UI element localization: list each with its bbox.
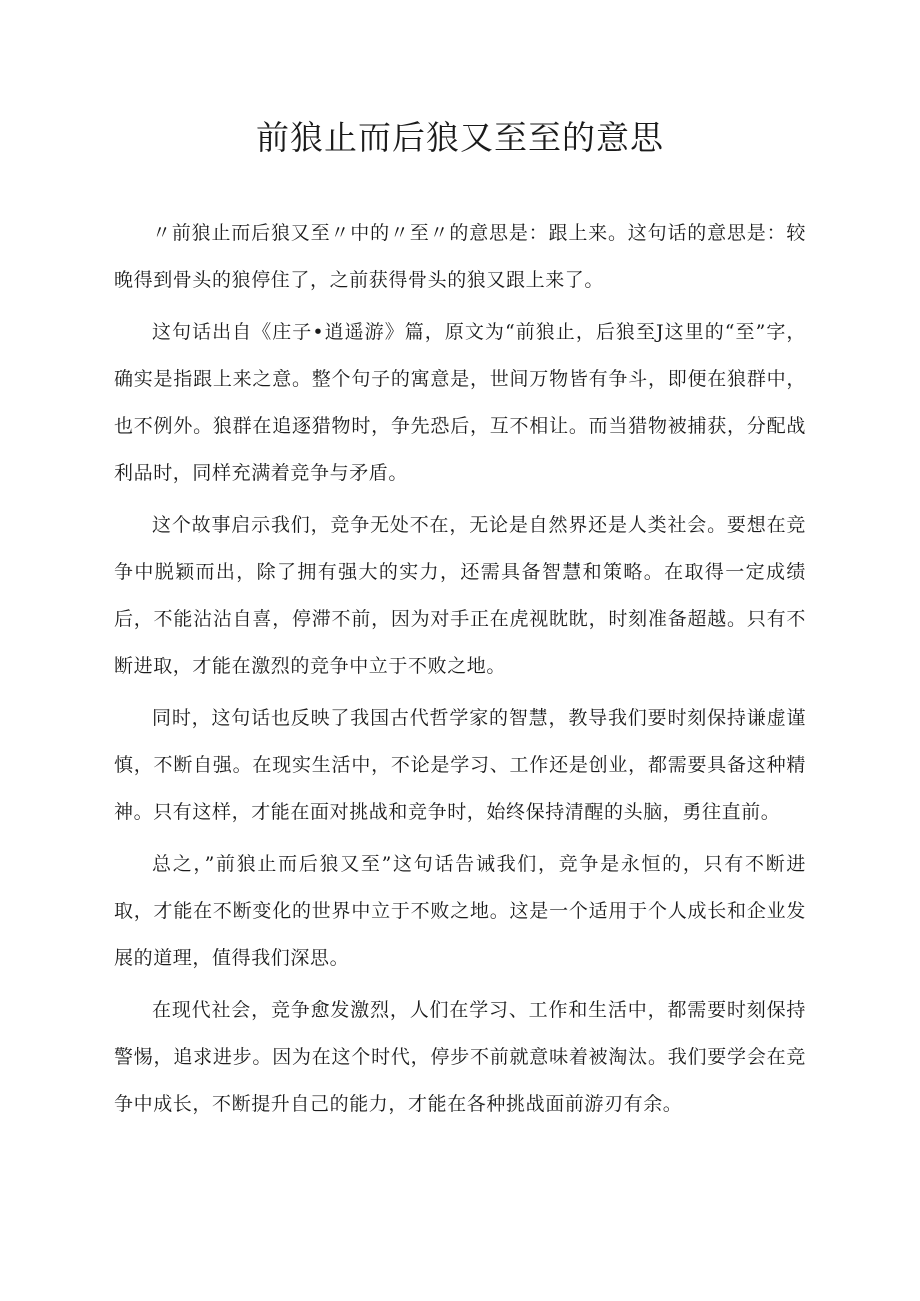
document-body bbox=[114, 210, 806, 1133]
paragraph-5: 总之，”前狼止而后狼又至”这句话告诫我们，竞争是永恒的，只有不断进取，才能在不断变化的世界中立于不败之地。这是一个适用于个人成长和企业发展的道理，值得我们深思。 bbox=[114, 853, 806, 969]
paragraph-2: 这句话出自《庄子•逍遥游》篇，原文为“前狼止，后狼至J这里的“至”字，确实是指跟上来之意。整个句子的寓意是，世间万物皆有争斗，即便在狼群中，也不例外。狼群在追逐猎物时，争先恐后，互不相让。而当猎物被捕获，分配战利品时，同样充满着竞争与矛盾。 bbox=[114, 321, 806, 484]
paragraph-4: 同时，这句话也反映了我国古代哲学家的智慧，教导我们要时刻保持谦虚谨慎，不断自强。在现实生活中，不论是学习、工作还是创业，都需要具备这种精神。只有这样，才能在面对挑战和竞争时，始终保持清醒的头脑，勇往直前。 bbox=[114, 707, 806, 823]
paragraph-6: 在现代社会，竞争愈发激烈，人们在学习、工作和生活中，都需要时刻保持警惕，追求进步。因为在这个时代，停步不前就意味着被淘汰。我们要学会在竞争中成长，不断提升自己的能力，才能在各种挑战面前游刃有余。 bbox=[114, 999, 806, 1115]
document-title: 前狼止而后狼又至至的意思 bbox=[256, 118, 664, 157]
paragraph-3: 这个故事启示我们，竞争无处不在，无论是自然界还是人类社会。要想在竞争中脱颖而出，除了拥有强大的实力，还需具备智慧和策略。在取得一定成绩后，不能沾沾自喜，停滞不前，因为对手正在虎视眈眈，时刻准备超越。只有不断进取，才能在激烈的竞争中立于不败之地。 bbox=[114, 514, 806, 677]
paragraph-1: 〃前狼止而后狼又至〃中的〃至〃的意思是：跟上来。这句话的意思是：较晚得到骨头的狼停住了，之前获得骨头的狼又跟上来了。 bbox=[114, 222, 806, 291]
